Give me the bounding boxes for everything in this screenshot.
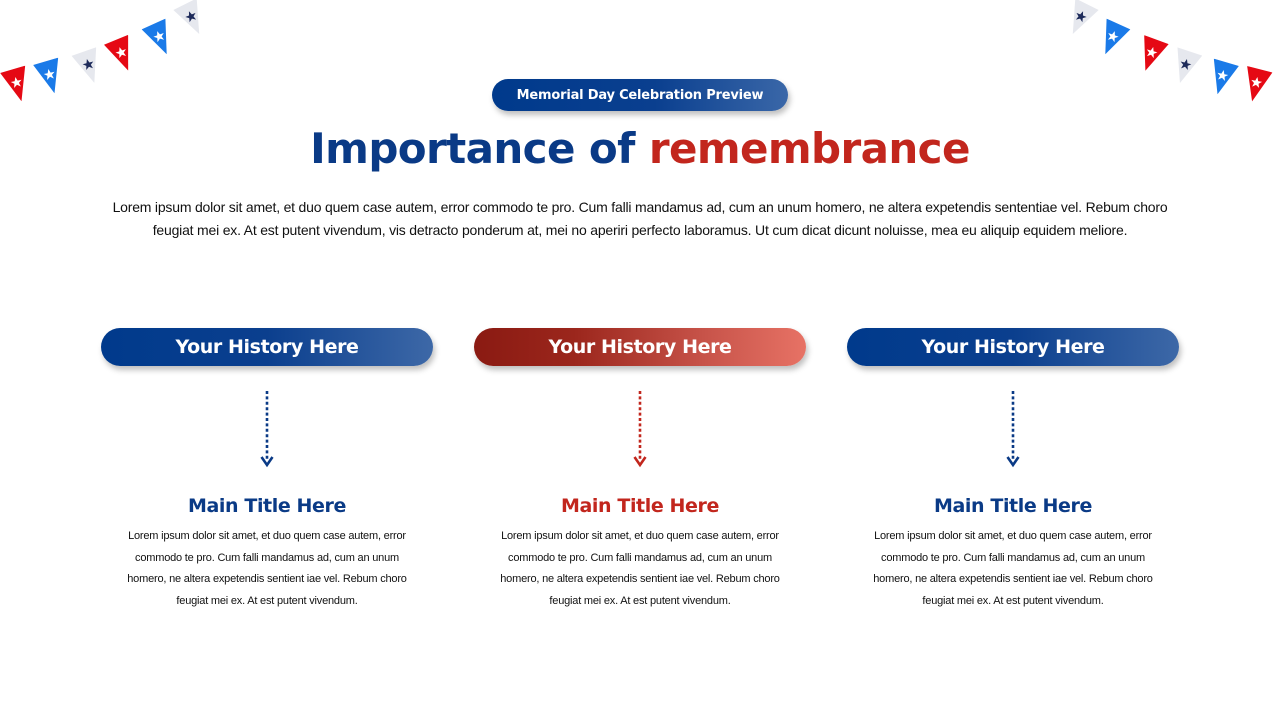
- white-flag-icon: [71, 47, 105, 87]
- dotted-arrow-down-icon: [101, 389, 433, 469]
- blue-flag-icon: [33, 58, 66, 97]
- main-title: Main Title Here: [188, 495, 346, 517]
- history-column-3: [847, 328, 1179, 612]
- header-badge: Memorial Day Celebration Preview: [492, 79, 788, 111]
- history-pill: Your History Here: [101, 328, 433, 366]
- dotted-arrow-down-icon: [847, 389, 1179, 469]
- title-part-blue: Importance of: [310, 124, 635, 173]
- page-title: [0, 124, 1280, 173]
- column-description: Lorem ipsum dolor sit amet, et duo quem case autem, error commodo te pro. Cum falli mandamus ad, cum an unum homero, ne altera expetendis sentient iae vel. Rebum choro feugiat mei ex. At est putent vivendum.: [127, 530, 407, 607]
- column-description: Lorem ipsum dolor sit amet, et duo quem case autem, error commodo te pro. Cum falli mandamus ad, cum an unum homero, ne altera expetendis sentient iae vel. Rebum choro feugiat mei ex. At est putent vivendum.: [873, 530, 1153, 607]
- main-title: Main Title Here: [934, 495, 1092, 517]
- history-column-1: [101, 328, 433, 612]
- dotted-arrow-down-icon: [474, 389, 806, 469]
- red-flag-icon: [103, 35, 138, 75]
- intro-paragraph: Lorem ipsum dolor sit amet, et duo quem case autem, error commodo te pro. Cum falli mandamus ad, cum an unum homero, ne altera expetendis sententiae vel. Rebum choro feugiat mei ex. At est putent vivendum, vis detracto ponderum at, mei no aperiri perfecto laboramus. Ut cum dicat dicunt noluisse, mea eu aliquip equidem meliore.: [112, 199, 1168, 238]
- history-pill: Your History Here: [847, 328, 1179, 366]
- blue-flag-icon: [1207, 59, 1240, 98]
- red-flag-icon: [1135, 35, 1169, 75]
- left-bunting-decoration: [0, 0, 220, 110]
- white-flag-icon: [1169, 47, 1202, 86]
- red-flag-icon: [0, 66, 32, 105]
- main-title: Main Title Here: [561, 495, 719, 517]
- white-flag-icon: [173, 0, 210, 40]
- history-pill: Your History Here: [474, 328, 806, 366]
- history-column-2: [474, 328, 806, 612]
- red-flag-icon: [1241, 66, 1273, 104]
- title-part-red: remembrance: [648, 124, 970, 173]
- blue-flag-icon: [1095, 19, 1131, 60]
- blue-flag-icon: [141, 19, 177, 60]
- column-description: Lorem ipsum dolor sit amet, et duo quem case autem, error commodo te pro. Cum falli mandamus ad, cum an unum homero, ne altera expetendis sentient iae vel. Rebum choro feugiat mei ex. At est putent vivendum.: [500, 530, 780, 607]
- right-bunting-decoration: [1060, 0, 1280, 110]
- white-flag-icon: [1063, 0, 1100, 40]
